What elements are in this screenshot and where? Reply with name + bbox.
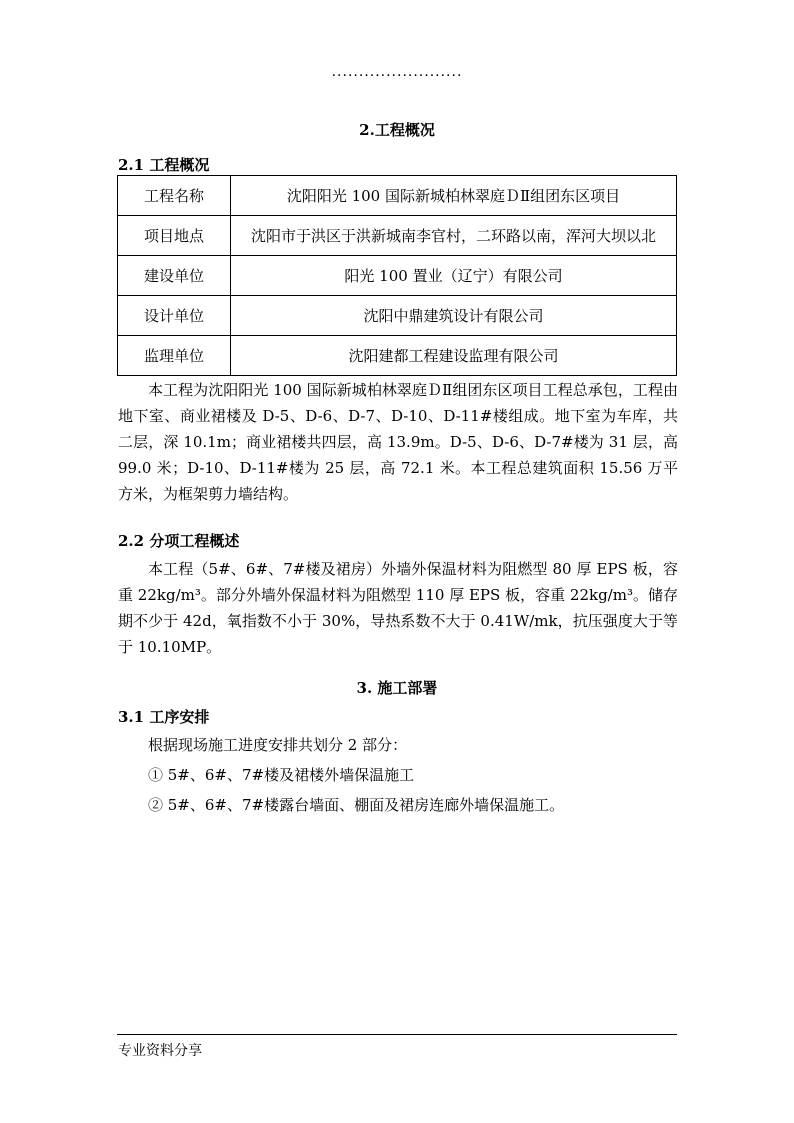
table-value-cell: 沈阳阳光 100 国际新城柏林翠庭ＤⅡ组团东区项目 (231, 176, 677, 216)
subsection-2-2-title: 2.2 分项工程概述 (118, 532, 240, 550)
project-overview-table (117, 175, 677, 376)
section-2-title: 2.工程概况 (359, 121, 435, 139)
table-value-cell: 沈阳市于洪区于洪新城南李官村，二环路以南，浑河大坝以北 (231, 216, 677, 256)
table-label-cell: 建设单位 (118, 256, 231, 296)
subitem-overview-paragraph (118, 556, 678, 660)
paragraph-text: 本工程（5#、6#、7#楼及裙房）外墙外保温材料为阻燃型 80 厚 EPS 板，容重 22kg/m³。部分外墙外保温材料为阻燃型 110 厚 EPS 板，容重 22kg/m³。储存期不少于 42d，氧指数不小于 30%，导热系数不大于 0.41W/mk，抗压强度大于等于 10.10MP。 (118, 560, 678, 656)
table-label-cell: 监理单位 (118, 336, 231, 376)
sequence-item-2: ② 5#、6#、7#楼露台墙面、棚面及裙房连廊外墙保温施工。 (148, 796, 565, 814)
table-value-cell: 沈阳中鼎建筑设计有限公司 (231, 296, 677, 336)
table-label-cell: 设计单位 (118, 296, 231, 336)
sequence-item-1: ① 5#、6#、7#楼及裙楼外墙保温施工 (148, 766, 415, 784)
project-overview-paragraph (118, 377, 678, 507)
table-value-cell: 沈阳建都工程建设监理有限公司 (231, 336, 677, 376)
subsection-3-1-title: 3.1 工序安排 (118, 708, 210, 726)
header-dots: ........................ (331, 64, 463, 80)
section-3-title: 3. 施工部署 (356, 679, 438, 697)
footer-divider (117, 1034, 677, 1035)
table-row (118, 256, 677, 296)
footer-text: 专业资料分享 (118, 1043, 202, 1059)
table-row (118, 176, 677, 216)
table-row (118, 336, 677, 376)
subsection-2-1-title: 2.1 工程概况 (118, 156, 210, 174)
table-row (118, 296, 677, 336)
table-label-cell: 项目地点 (118, 216, 231, 256)
table-row (118, 216, 677, 256)
table-value-cell: 阳光 100 置业（辽宁）有限公司 (231, 256, 677, 296)
paragraph-text: 本工程为沈阳阳光 100 国际新城柏林翠庭ＤⅡ组团东区项目工程总承包，工程由地下室、商业裙楼及 D-5、D-6、D-7、D-10、D-11#楼组成。地下室为车库，共二层，深 10.1m；商业裙楼共四层，高 13.9m。D-5、D-6、D-7#楼为 31 层，高 99.0 米；D-10、D-11#楼为 25 层，高 72.1 米。本工程总建筑面积 15.56 万平方米，为框架剪力墙结构。 (118, 381, 678, 503)
table-label-cell: 工程名称 (118, 176, 231, 216)
sequence-intro-text: 根据现场施工进度安排共划分 2 部分： (148, 736, 408, 754)
